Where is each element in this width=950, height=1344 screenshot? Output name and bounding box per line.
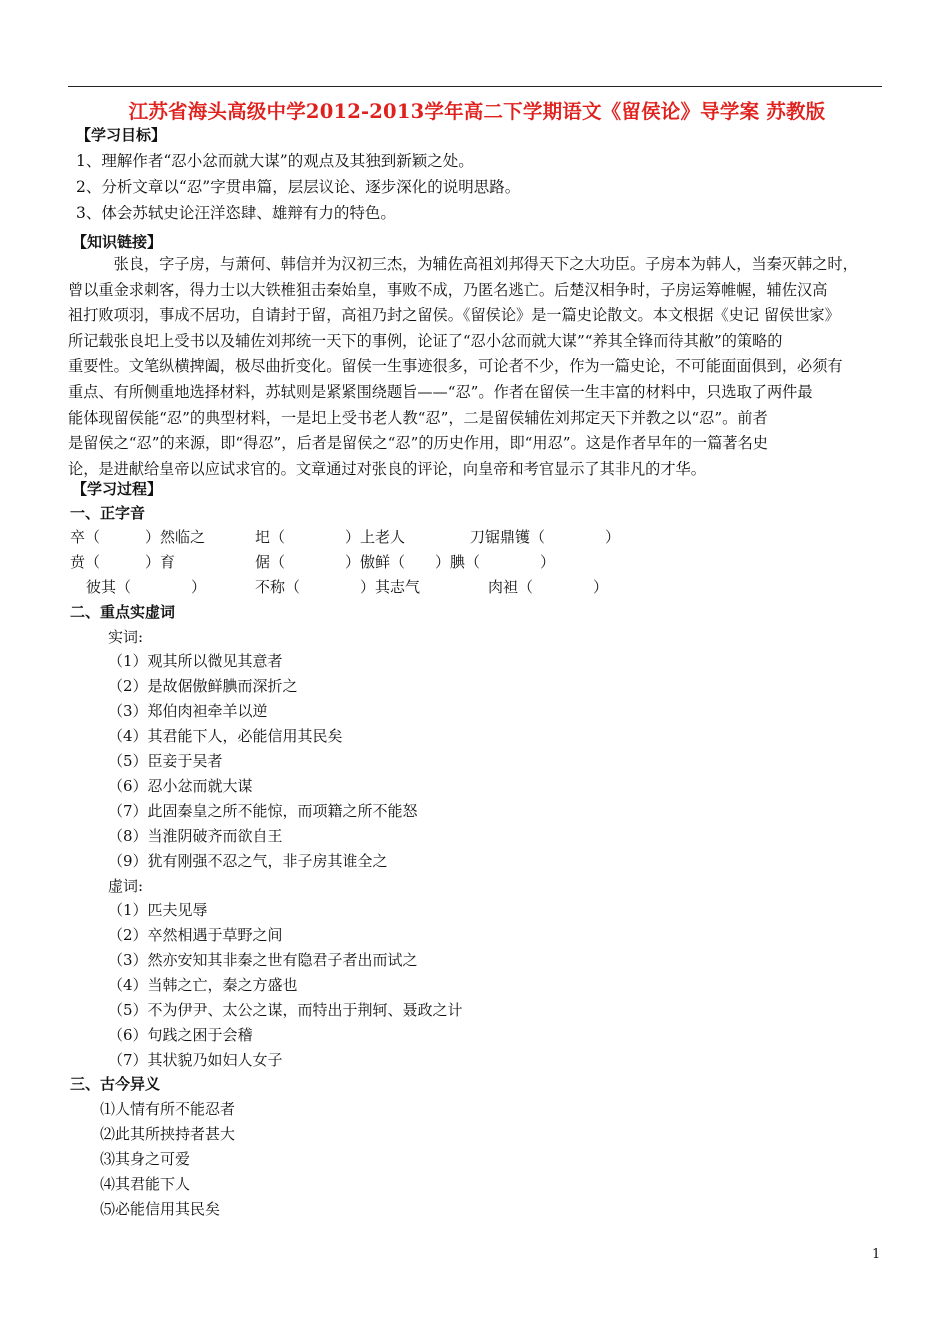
knowledge-paragraph	[68, 252, 890, 482]
pronunciation-item: 圯（ ）上老人	[255, 528, 406, 546]
shici-label: 实词:	[108, 628, 144, 646]
header-rule	[68, 86, 882, 87]
pronunciation-item: 卒（ ）然临之	[70, 528, 206, 546]
xuci-item: （7）其状貌乃如妇人女子	[108, 1051, 283, 1069]
shici-item: （2）是故倨傲鲜腆而深折之	[108, 677, 298, 695]
xuci-item: （2）卒然相遇于草野之间	[108, 926, 283, 944]
shici-item: （8）当淮阴破齐而欲自王	[108, 827, 283, 845]
page-number: 1	[872, 1247, 881, 1262]
knowledge-heading: 【知识链接】	[72, 233, 163, 251]
goal-item: 3、体会苏轼史论汪洋恣肆、雄辩有力的特色。	[76, 204, 396, 222]
paragraph-line: 张良，字子房，与萧何、韩信并为汉初三杰，为辅佐高祖刘邦得天下之大功臣。子房本为韩人，当秦灭韩之时，	[68, 255, 858, 273]
pronunciation-item: 彼其（ ）	[86, 578, 207, 596]
section-heading-pronunciation: 一、正字音	[70, 504, 146, 522]
goal-item: 1、理解作者“忍小忿而就大谋”的观点及其独到新颖之处。	[76, 152, 474, 170]
paragraph-line: 曾以重金求刺客，得力士以大铁椎狙击秦始皇，事败不成，乃匿名逃亡。后楚汉相争时，子房运筹帷幄，辅佐汉高	[68, 280, 828, 299]
pronunciation-item: 肉袒（ ）	[488, 578, 609, 596]
paragraph-line: 是留侯之“忍”的来源，即“得忍”，后者是留侯之“忍”的历史作用，即“用忍”。这是作者早年的一篇著名史	[68, 434, 768, 453]
paragraph-line: 所记载张良圯上受书以及辅佐刘邦统一天下的事例，论证了“忍小忿而就大谋”“养其全锋而待其敝”的策略的	[68, 331, 783, 350]
meaning-item: ⑷其君能下人	[100, 1175, 191, 1193]
xuci-item: （3）然亦安知其非秦之世有隐君子者出而试之	[108, 951, 418, 969]
process-heading: 【学习过程】	[72, 480, 163, 498]
pronunciation-item: 倨（ ）傲鲜（ ）腆（ ）	[255, 553, 556, 571]
shici-item: （7）此固秦皇之所不能惊，而项籍之所不能怒	[108, 802, 418, 820]
section-heading-words: 二、重点实虚词	[70, 603, 176, 621]
document-title: 江苏省海头高级中学2012-2013学年高二下学期语文《留侯论》导学案 苏教版	[128, 100, 826, 123]
shici-item: （4）其君能下人，必能信用其民矣	[108, 727, 343, 745]
pronunciation-item: 刀锯鼎镬（ ）	[470, 528, 621, 546]
shici-item: （6）忍小忿而就大谋	[108, 777, 253, 795]
paragraph-line: 重点、有所侧重地选择材料，苏轼则是紧紧围绕题旨——“忍”。作者在留侯一生丰富的材料中，只选取了两件最	[68, 382, 813, 401]
xuci-item: （1）匹夫见辱	[108, 901, 208, 919]
meaning-item: ⑴人情有所不能忍者	[100, 1100, 236, 1118]
paragraph-line: 论，是进献给皇帝以应试求官的。文章通过对张良的评论，向皇帝和考官显示了其非凡的才华。	[68, 459, 706, 478]
xuci-item: （4）当韩之亡，秦之方盛也	[108, 976, 298, 994]
pronunciation-item: 不称（ ）其志气	[255, 578, 421, 596]
goals-heading: 【学习目标】	[76, 126, 167, 144]
shici-item: （3）郑伯肉袒牵羊以逆	[108, 702, 268, 720]
paragraph-line: 重要性。文笔纵横捭阖，极尽曲折变化。留侯一生事迹很多，可论者不少，作为一篇史论，不可能面面俱到，必须有	[68, 357, 843, 376]
xuci-item: （6）句践之困于会稽	[108, 1026, 253, 1044]
paragraph-line: 能体现留侯能“忍”的典型材料，一是圯上受书老人教“忍”，二是留侯辅佐刘邦定天下并教之以“忍”。前者	[68, 408, 768, 427]
meaning-item: ⑸必能信用其民矣	[100, 1200, 221, 1218]
shici-item: （5）臣妾于吴者	[108, 752, 223, 770]
meaning-item: ⑶其身之可爱	[100, 1150, 191, 1168]
paragraph-line: 祖打败项羽，事成不居功，自请封于留，高祖乃封之留侯。《留侯论》是一篇史论散文。本文根据《史记 留侯世家》	[68, 306, 840, 325]
meaning-item: ⑵此其所挟持者甚大	[100, 1125, 236, 1143]
section-heading-meaning: 三、古今异义	[70, 1075, 161, 1093]
shici-item: （9）犹有刚强不忍之气，非子房其谁全之	[108, 852, 388, 870]
pronunciation-item: 贲（ ）育	[70, 553, 176, 571]
xuci-item: （5）不为伊尹、太公之谋，而特出于荆轲、聂政之计	[108, 1001, 463, 1019]
shici-item: （1）观其所以微见其意者	[108, 652, 283, 670]
goal-item: 2、分析文章以“忍”字贯串篇，层层议论、逐步深化的说明思路。	[76, 178, 521, 196]
xuci-label: 虚词:	[108, 877, 144, 895]
